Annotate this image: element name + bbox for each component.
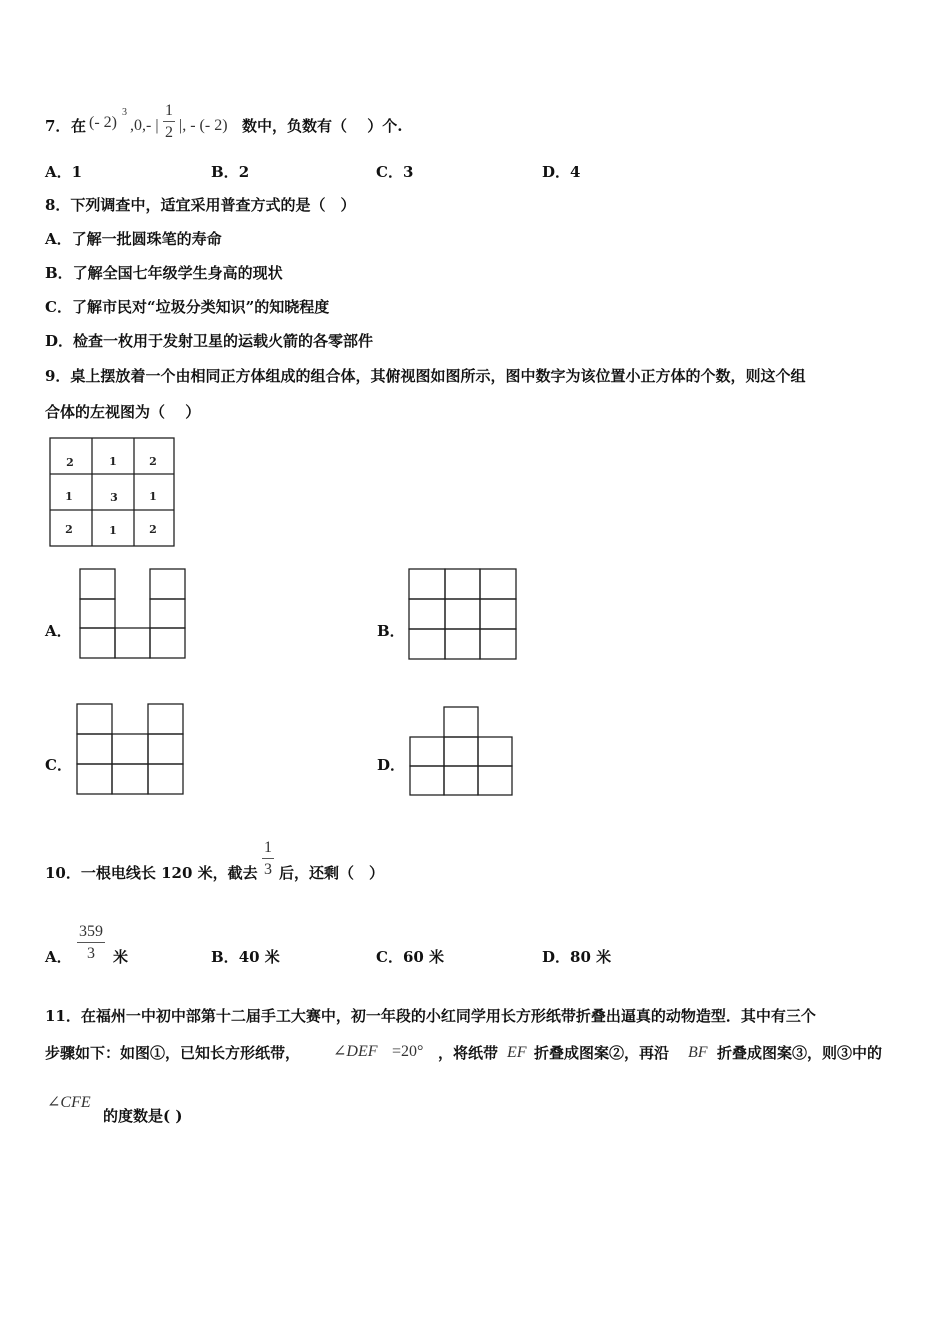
- q7-option-d-text: 4: [570, 163, 581, 181]
- q10-option-b-text: 40 米: [238, 948, 280, 966]
- q9-option-d-figure: [409, 706, 517, 798]
- q7-option-b-text: 2: [238, 163, 250, 181]
- q7-fraction: [163, 103, 175, 141]
- q11-angle-cfe: ∠CFE: [47, 1094, 91, 1111]
- q8-option-d: D．检查一枚用于发射卫星的运载火箭的各零部件: [45, 332, 374, 350]
- q9-d-square: [444, 707, 478, 737]
- q9-b-square: [480, 599, 516, 629]
- q9-grid-cell: 1: [109, 455, 117, 468]
- q10-fraction: [262, 840, 274, 878]
- q9-c-square: [112, 764, 148, 794]
- q11-line1: 11．在福州一中初中部第十二届手工大赛中，初一年段的小红同学用长方形纸带折叠出逼真的动物造型．其中有三个: [45, 1007, 816, 1025]
- q7-expr-a: (- 2): [89, 114, 117, 131]
- q9-top-view-grid: [49, 437, 177, 549]
- q9-d-square: [444, 737, 478, 766]
- q7-option-c: [376, 165, 413, 180]
- q9-grid-cell: 2: [66, 456, 74, 469]
- q9-b-square: [445, 629, 480, 659]
- q11-ef: EF: [507, 1044, 527, 1061]
- q10-fraction-denominator: 3: [262, 858, 274, 878]
- q7-expr-a-exponent: 3: [122, 107, 127, 118]
- q9-a-square: [150, 628, 185, 658]
- q7-prefix: 在: [71, 117, 87, 135]
- q8-option-a: A．了解一批圆珠笔的寿命: [45, 230, 222, 248]
- q7-option-b: [211, 165, 249, 180]
- q9-a-square: [80, 599, 115, 628]
- q7-expr-c: |, - (- 2): [179, 117, 228, 134]
- q9-option-c-label: C．: [45, 756, 72, 774]
- q9-stem-line1: 9．桌上摆放着一个由相同正方体组成的组合体，其俯视图如图所示，图中数字为该位置小正方体的个数，则这个组: [45, 367, 806, 385]
- q9-a-square: [150, 599, 185, 628]
- q9-d-square: [410, 766, 444, 795]
- q9-option-c-figure: [76, 703, 187, 797]
- q9-option-b-figure: [408, 568, 520, 662]
- q10-option-d-text: 80 米: [570, 948, 612, 966]
- q11-angle-def: ∠DEF: [333, 1043, 378, 1060]
- q9-c-square: [77, 704, 112, 734]
- q7-option-c-label: C．: [376, 163, 403, 181]
- q9-option-b-label: B．: [377, 622, 405, 640]
- q9-grid-cell: 1: [149, 490, 157, 503]
- q11-angle-eq: =20°: [392, 1043, 424, 1060]
- q7-option-b-label: B．: [211, 163, 239, 181]
- q10-option-c-label: C．: [376, 948, 403, 966]
- q9-d-square: [444, 766, 478, 795]
- q9-b-square: [445, 599, 480, 629]
- q9-b-square: [480, 629, 516, 659]
- q10-option-c-text: 60 米: [402, 948, 445, 966]
- q11-line2-b: ，将纸带: [438, 1044, 499, 1062]
- q10-option-a-numerator: 359: [79, 923, 103, 940]
- q10-prefix: 10．一根电线长 120 米，截去: [45, 864, 258, 882]
- q9-a-square: [115, 628, 150, 658]
- q9-d-square: [478, 737, 512, 766]
- q7-suffix: 数中，负数有（ ）个.: [242, 117, 403, 135]
- q7-option-a-label: A．: [45, 163, 72, 181]
- q9-grid-cell: 1: [109, 524, 117, 537]
- q7-option-d: [542, 165, 580, 180]
- q9-d-square: [478, 766, 512, 795]
- q9-grid-cell: 1: [65, 490, 73, 503]
- q9-option-a-figure: [79, 568, 189, 661]
- q10-option-a-label: A．: [45, 948, 72, 966]
- q9-b-square: [445, 569, 480, 599]
- q9-grid-cell: 2: [149, 455, 157, 468]
- q10-option-a-fraction: [77, 924, 105, 962]
- q7-option-a: [45, 165, 82, 180]
- q11-line2-a: 步骤如下：如图①，已知长方形纸带，: [45, 1044, 301, 1062]
- q10-option-d-label: D．: [542, 948, 571, 966]
- q8-option-c: C．了解市民对“垃圾分类知识”的知晓程度: [45, 298, 330, 316]
- q9-grid-cell: 2: [65, 523, 73, 536]
- q10-fraction-numerator: 1: [264, 839, 272, 856]
- q11-bf: BF: [688, 1044, 708, 1061]
- q9-c-square: [77, 734, 112, 764]
- q8-option-b: B．了解全国七年级学生身高的现状: [45, 264, 283, 282]
- q9-stem-line2: 合体的左视图为（ ）: [45, 403, 201, 421]
- q7-option-c-text: 3: [402, 163, 414, 181]
- q7-number: 7．: [45, 117, 71, 135]
- q10-option-b: [211, 950, 280, 965]
- q9-a-square: [80, 569, 115, 599]
- q11-line2-d: 折叠成图案③，则③中的: [717, 1044, 883, 1062]
- q9-c-square: [148, 734, 183, 764]
- q9-c-square: [148, 764, 183, 794]
- q10-option-a-denominator: 3: [77, 942, 105, 962]
- q9-c-square: [112, 734, 148, 764]
- q10-option-c: [376, 950, 444, 965]
- q9-a-square: [150, 569, 185, 599]
- q9-b-square: [409, 629, 445, 659]
- q9-c-square: [148, 704, 183, 734]
- q9-option-a-label: A．: [45, 622, 72, 640]
- q11-line2-c: 折叠成图案②，再沿: [534, 1044, 670, 1062]
- q7-fraction-numerator: 1: [165, 102, 173, 119]
- q9-c-square: [77, 764, 112, 794]
- q7-option-d-label: D．: [542, 163, 571, 181]
- q7-option-a-text: 1: [71, 163, 83, 181]
- q9-b-square: [480, 569, 516, 599]
- q11-line3: 的度数是( ): [103, 1107, 183, 1125]
- q9-b-square: [409, 569, 445, 599]
- q9-grid-cell: 2: [149, 523, 157, 536]
- q10-option-b-label: B．: [211, 948, 239, 966]
- q7-expr-b: ,0,- |: [130, 117, 159, 134]
- q10-option-d: [542, 950, 611, 965]
- q10-suffix: 后，还剩（ ）: [279, 864, 385, 882]
- q8-stem: 8．下列调查中，适宜采用普查方式的是（ ）: [45, 196, 356, 214]
- q7-fraction-denominator: 2: [163, 121, 175, 141]
- q9-grid-cell: 3: [110, 491, 118, 504]
- q9-d-square: [410, 737, 444, 766]
- q10-option-a-unit: 米: [113, 948, 129, 966]
- q9-a-square: [80, 628, 115, 658]
- q9-option-d-label: D．: [377, 756, 406, 774]
- q9-b-square: [409, 599, 445, 629]
